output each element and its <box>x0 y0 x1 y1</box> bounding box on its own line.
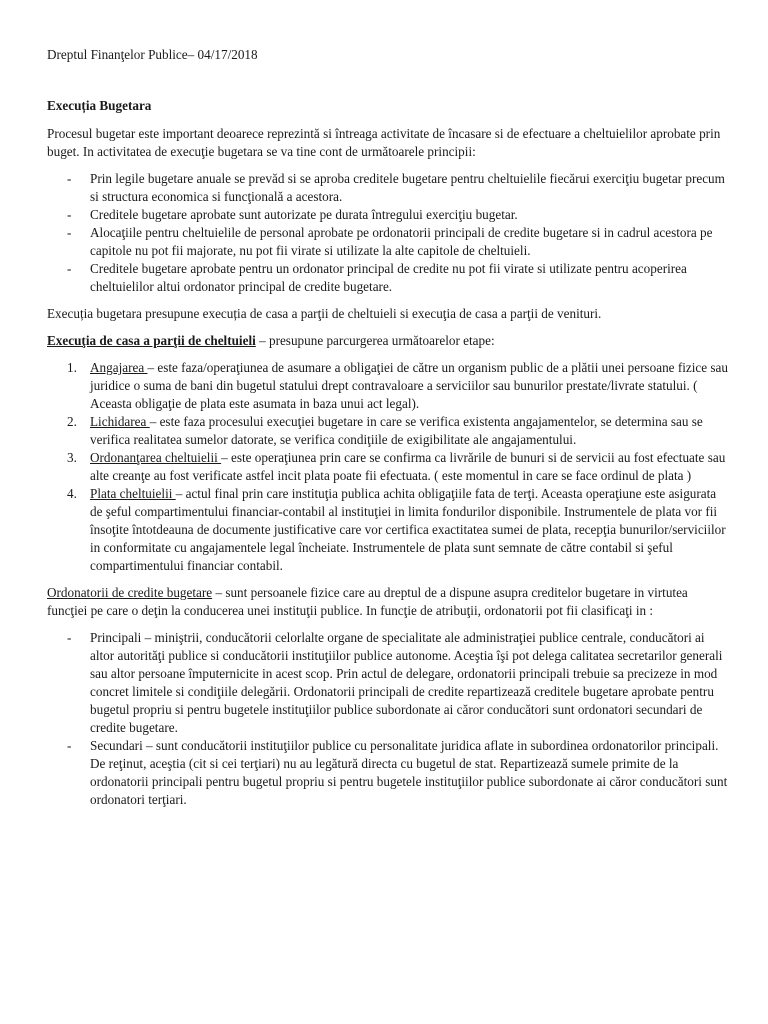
intro-paragraph: Procesul bugetar este important deoarece reprezintă si întreaga activitate de încasare si de efectuare a cheltuielilor aprobate prin buget. In activitatea de execuţie bugetara se va tine cont de următoarele principii: <box>47 126 721 159</box>
step-item: 4. Plata cheltuielii – actul final prin care instituţia publica achita obligaţiile fata de terţi. Aceasta operaţiune este asigurata de şeful compartimentului financiar-contabil al instituţiei in limita fondurilor disponibile. Instrumentele de plata vor fii însoţite întotdeauna de documente justificative care vor certifica exactitatea sumei de plata, recepţia bunurilor/serviciilor in conformitate cu angajamentele legal încheiate. Instrumentele de plata sunt semnate de către contabil si şeful compartimentului financiar contabil. <box>67 486 726 573</box>
step-item: 2. Lichidarea – este faza procesului execuţiei bugetare in care se verifica existenta angajamentelor, se determina sau se verifica realitatea sumelor datorate, se verifica condiţiile de exigibilitate ale angajamentului. <box>67 414 703 447</box>
section-title: Execuția Bugetara <box>47 98 152 113</box>
principles-list <box>47 170 728 296</box>
step-item: 3. Ordonanţarea cheltuielii – este operaţiunea prin care se confirma ca livrările de bunuri si de servicii au fost efectuate sau alte creanţe au fost verificate astfel incit plata poate fii efectuata. ( este momentul in care se face ordinul de plata ) <box>67 450 726 483</box>
list-item: - Creditele bugetare aprobate sunt autorizate pe durata întregului exerciţiu bugetar. <box>67 207 518 222</box>
step-term: Angajarea <box>90 360 148 375</box>
step-term: Plata cheltuielii <box>90 486 176 501</box>
expense-heading-rest: – presupune parcurgerea următoarelor etape: <box>255 333 495 348</box>
list-item: - Prin legile bugetare anuale se prevăd si se aproba creditele bugetare pentru cheltuielile fiecărui exerciţiu bugetar precum si structura economica si funcţională a acestora. <box>67 171 725 204</box>
steps-list <box>47 359 728 575</box>
categories-list <box>47 629 728 809</box>
list-item: - Creditele bugetare aprobate pentru un ordonator principal de credite nu pot fii virate si utilizate pentru acoperirea cheltuielilor altui ordonator principal de credite bugetare. <box>67 261 687 294</box>
document-header: Dreptul Finanţelor Publice– 04/17/2018 <box>47 47 258 62</box>
list-item: - Alocaţiile pentru cheltuielile de personal aprobate pe ordonatorii principali de credite bugetare si in cadrul acestora pe capitole nu pot fii majorate, nu pot fii virate si utilizate la alte capitole de cheltuieli. <box>67 225 713 258</box>
expense-heading: Execuţia de casa a parţii de cheltuieli <box>47 333 256 348</box>
ordonatori-term: Ordonatorii de credite bugetare <box>47 585 213 600</box>
ordonatori-paragraph: Ordonatorii de credite bugetare – sunt persoanele fizice care au dreptul de a dispune asupra creditelor bugetare in virtutea funcţiei pe care o deţin la conducerea unei instituţii publice. In funcţie de atribuţii, ordonatorii pot fii clasificaţi in : <box>47 585 688 618</box>
step-term: Ordonanţarea cheltuielii <box>90 450 222 465</box>
execution-summary: Execuția bugetara presupune execuția de casa a parţii de cheltuieli si execuţia de casa a parţii de venituri. <box>47 306 602 321</box>
expense-heading-paragraph <box>47 332 728 350</box>
step-term: Lichidarea <box>90 414 150 429</box>
list-item: - Secundari – sunt conducătorii instituţiilor publice cu personalitate juridica aflate in subordinea ordonatorilor principali. De reţinut, aceştia (cit si cei terţiari) nu au legătură directa cu bugetul de stat. Repartizează sumele primite de la ordonatorii principali pentru bugetul propriu si pentru bugetele instituţiilor publice subordonate ai căror conducători sunt ordonatori terţiari. <box>67 738 728 807</box>
step-item: 1. Angajarea – este faza/operaţiunea de asumare a obligaţiei de către un organism public de a plătii unei persoane fizice sau juridice o suma de bani din bugetul statului drept contravaloare a serviciilor sau bunurilor prestate/livrate statului. ( Aceasta obligaţie de plata este asumata in baza unui act legal). <box>67 360 728 411</box>
list-item: - Principali – miniştrii, conducătorii celorlalte organe de specialitate ale administraţiei publice centrale, conducători ai altor autorităţi publice si conducătorii instituţiilor publice autonome. Aceştia îşi pot delega calitatea secretarilor generali sau altor persoane împuternicite in acest scop. Prin actul de delegare, ordonatorii principali trebuie sa precizeze in mod concret limitele si condiţiile delegării. Ordonatorii principali de credite repartizează creditele bugetare aprobate pentru bugetul propriu si pentru bugetele instituţiilor publice subordonate ai căror conducători sunt ordonatori secundari de credite bugetare. <box>67 630 723 735</box>
